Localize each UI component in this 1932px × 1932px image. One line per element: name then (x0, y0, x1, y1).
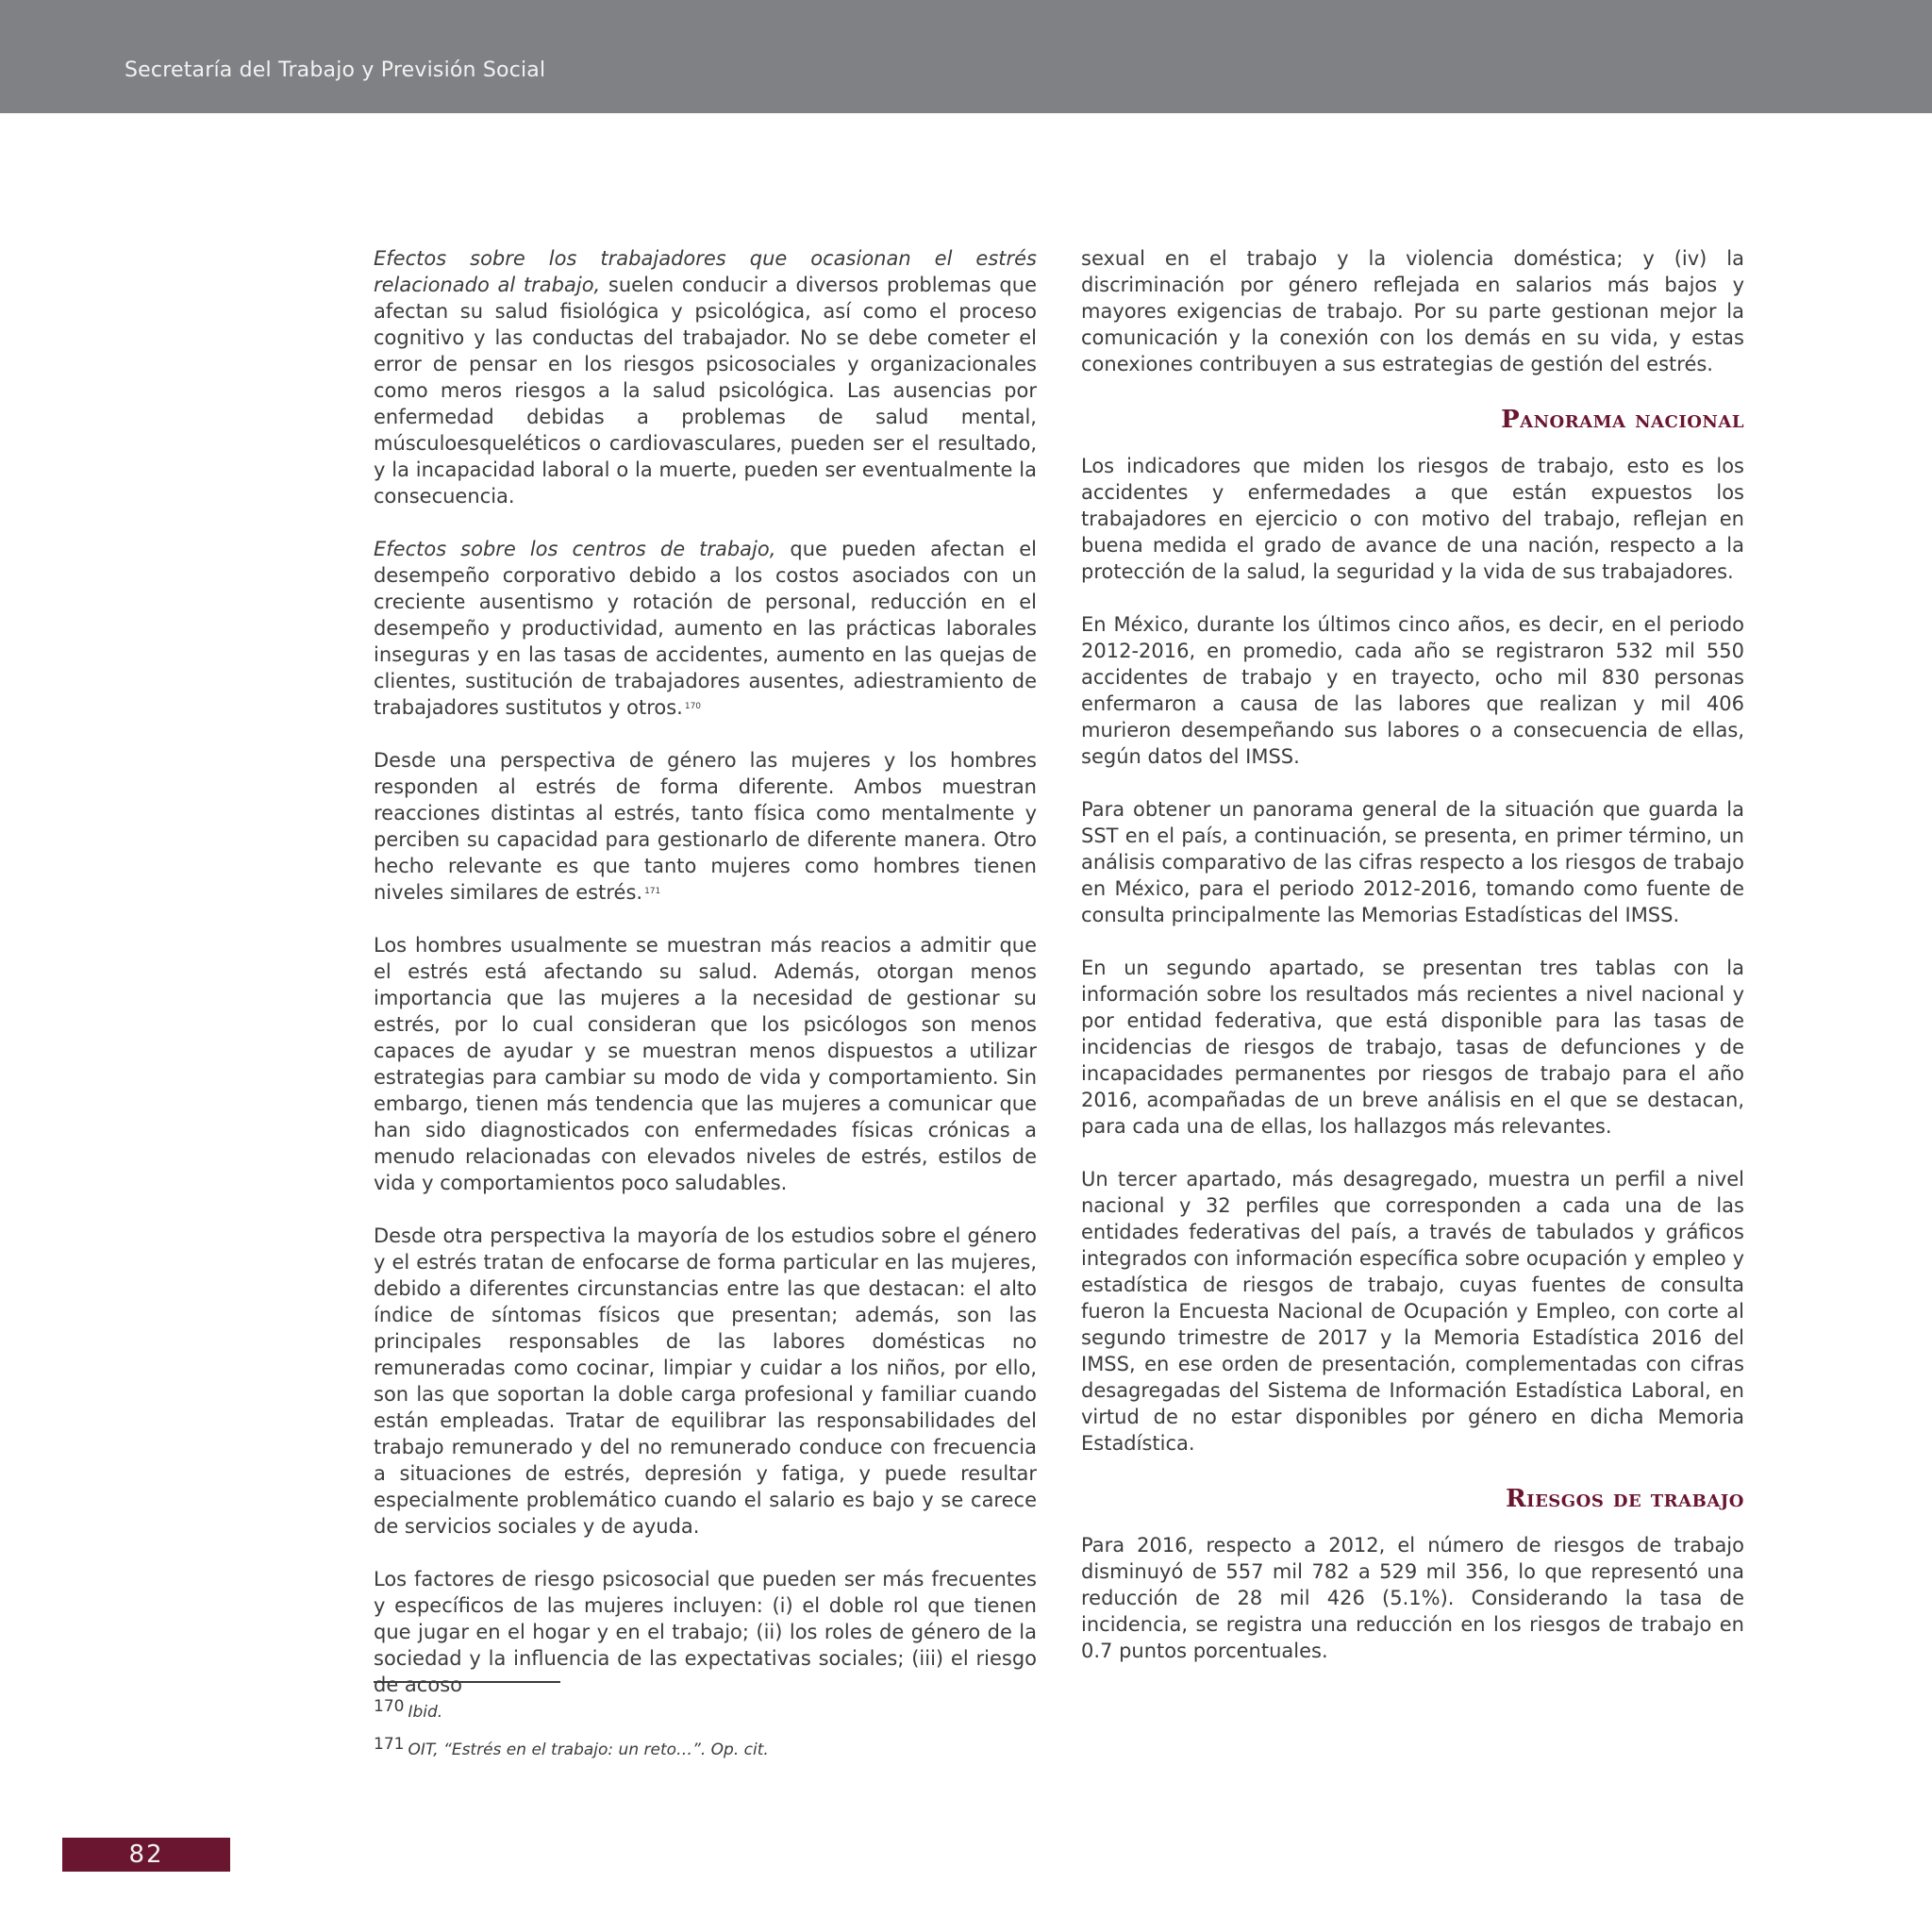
paragraph-text: Un tercer apartado, más desagregado, muestra un perfil a nivel nacional y 32 perfiles que corresponden a cada una de las entidades federativas del país, a través de tabulados y gráficos integrados con información específica sobre ocupación y empleo y estadística de riesgos de trabajo, cuyas fuentes de consulta fueron la Encuesta Nacional de Ocupación y Empleo, con corte al segundo trimestre de 2017 y la Memoria Estadística 2016 del IMSS, en ese orden de presentación, complementadas con cifras desagregadas del Sistema de Información Estadística Laboral, en virtud de no estar disponibles por género en dicha Memoria Estadística. (1081, 1168, 1744, 1455)
paragraph (1081, 1166, 1744, 1457)
footnote-number: 170 (374, 1697, 405, 1716)
footnote-ref[interactable]: 170 (684, 702, 702, 711)
header-title: Secretaría del Trabajo y Previsión Social (125, 58, 546, 82)
paragraph-text: Los hombres usualmente se muestran más reacios a admitir que el estrés está afectando su salud. Además, otorgan menos importancia que las mujeres a la necesidad de gestionar su estrés, por lo cual consideran que los psicólogos son menos capaces de ayudar y se muestran menos dispuestos a utilizar estrategias para cambiar su modo de vida y comportamiento. Sin embargo, tienen más tendencia que las mujeres a comunicar que han sido diagnosticados con enfermedades físicas crónicas a menudo relacionadas con elevados niveles de estrés, estilos de vida y comportamientos poco saludables. (374, 934, 1037, 1194)
paragraph (1081, 955, 1744, 1140)
paragraph-text: Los indicadores que miden los riesgos de trabajo, esto es los accidentes y enfermedades a que están expuestos los trabajadores en ejercicio o con motivo del trabajo, reflejan en buena medida el grado de avance de una nación, respecto a la protección de la salud, la seguridad y la vida de sus trabajadores. (1081, 455, 1744, 583)
page-number: 82 (128, 1840, 164, 1869)
paragraph (374, 1223, 1037, 1540)
section-heading-riesgos: Riesgos de trabajo (1506, 1485, 1744, 1513)
paragraph-text: En un segundo apartado, se presentan tres tablas con la información sobre los resultados más recientes a nivel nacional y por entidad federativa, que está disponible para las tasas de incidencias de riesgos de trabajo, tasas de defunciones y de incapacidades permanentes por riesgos de trabajo para el año 2016, acompañadas de un breve análisis en el que se destacan, para cada una de ellas, los hallazgos más relevantes. (1081, 957, 1744, 1138)
paragraph-lead-italic: Efectos sobre los trabajadores que ocasionan el estrés relacionado al trabajo, (374, 247, 1037, 296)
footnote-item (374, 1690, 1034, 1728)
paragraph (374, 747, 1037, 906)
footnote-text: OIT, “Estrés en el trabajo: un reto…”. Op. cit. (408, 1740, 769, 1759)
paragraph-text: que pueden afectan el desempeño corporativo debido a los costos asociados con un creciente ausentismo y rotación de personal, reducción en el desempeño y productividad, aumento en las prácticas laborales inseguras y en las tasas de accidentes, aumento en las quejas de clientes, sustitución de trabajadores ausentes, adiestramiento de trabajadores sustitutos y otros. (374, 538, 1037, 719)
page-number-box (62, 1838, 230, 1872)
section-heading-panorama: Panorama nacional (1501, 406, 1744, 434)
paragraph-text: Para 2016, respecto a 2012, el número de riesgos de trabajo disminuyó de 557 mil 782 a 529 mil 356, lo que representó una reducción de 28 mil 426 (5.1%). Considerando la tasa de incidencia, se registra una reducción en los riesgos de trabajo en 0.7 puntos porcentuales. (1081, 1534, 1744, 1662)
paragraph (374, 245, 1037, 509)
paragraph (374, 536, 1037, 721)
paragraph-text: suelen conducir a diversos problemas que afectan su salud fisiológica y psicológica, así como el proceso cognitivo y las conductas del trabajador. No se debe cometer el error de pensar en los riesgos psicosociales y organizacionales como meros riesgos a la salud psicológica. Las ausencias por enfermedad debidas a problemas de salud mental, músculoesqueléticos o cardiovasculares, pueden ser el resultado, y la incapacidad laboral o la muerte, pueden ser eventualmente la consecuencia. (374, 274, 1037, 508)
footnote-number: 171 (374, 1735, 405, 1754)
paragraph-text: sexual en el trabajo y la violencia doméstica; y (iv) la discriminación por género reflejada en salarios más bajos y mayores exigencias de trabajo. Por su parte gestionan mejor la comunicación y la conexión con los demás en su vida, y estas conexiones contribuyen a sus estrategias de gestión del estrés. (1081, 247, 1744, 375)
paragraph (1081, 611, 1744, 770)
right-column (1081, 245, 1744, 1664)
paragraph-text: Los factores de riesgo psicosocial que pueden ser más frecuentes y específicos de las mujeres incluyen: (i) el doble rol que tienen que jugar en el hogar y en el trabajo; (ii) los roles de género de la sociedad y la influencia de las expectativas sociales; (iii) el riesgo de acoso (374, 1568, 1037, 1696)
footnotes (374, 1690, 1034, 1766)
paragraph (1081, 245, 1744, 377)
paragraph (374, 1566, 1037, 1698)
footnote-divider (374, 1681, 560, 1683)
paragraph-text: Para obtener un panorama general de la situación que guarda la SST en el país, a continuación, se presenta, en primer término, un análisis comparativo de las cifras respecto a los riesgos de trabajo en México, para el periodo 2012-2016, tomando como fuente de consulta principalmente las Memorias Estadísticas del IMSS. (1081, 798, 1744, 926)
paragraph (1081, 796, 1744, 928)
footnote-text: Ibid. (408, 1703, 443, 1722)
footnote-ref[interactable]: 171 (644, 887, 661, 896)
footnote-item (374, 1728, 1034, 1766)
paragraph (1081, 453, 1744, 585)
paragraph-text: Desde una perspectiva de género las mujeres y los hombres responden al estrés de forma diferente. Ambos muestran reacciones distintas al estrés, tanto física como mentalmente y perciben su capacidad para gestionarlo de diferente manera. Otro hecho relevante es que tanto mujeres como hombres tienen niveles similares de estrés. (374, 749, 1037, 904)
paragraph-text: En México, durante los últimos cinco años, es decir, en el periodo 2012-2016, en promedio, cada año se registraron 532 mil 550 accidentes de trabajo y en trayecto, ocho mil 830 personas enfermaron a causa de las labores que realizan y mil 406 murieron desempeñando sus labores o a consecuencia de ellas, según datos del IMSS. (1081, 613, 1744, 768)
left-column (374, 245, 1037, 1698)
paragraph-text: Desde otra perspectiva la mayoría de los estudios sobre el género y el estrés tratan de enfocarse de forma particular en las mujeres, debido a diferentes circunstancias entre las que destacan: el alto índice de síntomas físicos que presentan; además, son las principales responsables de las labores domésticas no remuneradas como cocinar, limpiar y cuidar a los niños, por ello, son las que soportan la doble carga profesional y familiar cuando están empleadas. Tratar de equilibrar las responsabilidades del trabajo remunerado y del no remunerado conduce con frecuencia a situaciones de estrés, depresión y fatiga, y puede resultar especialmente problemático cuando el salario es bajo y se carece de servicios sociales y de ayuda. (374, 1224, 1037, 1538)
paragraph-lead-italic: Efectos sobre los centros de trabajo, (374, 538, 776, 560)
header-bar (0, 0, 1932, 113)
paragraph (1081, 1532, 1744, 1664)
paragraph (374, 932, 1037, 1196)
